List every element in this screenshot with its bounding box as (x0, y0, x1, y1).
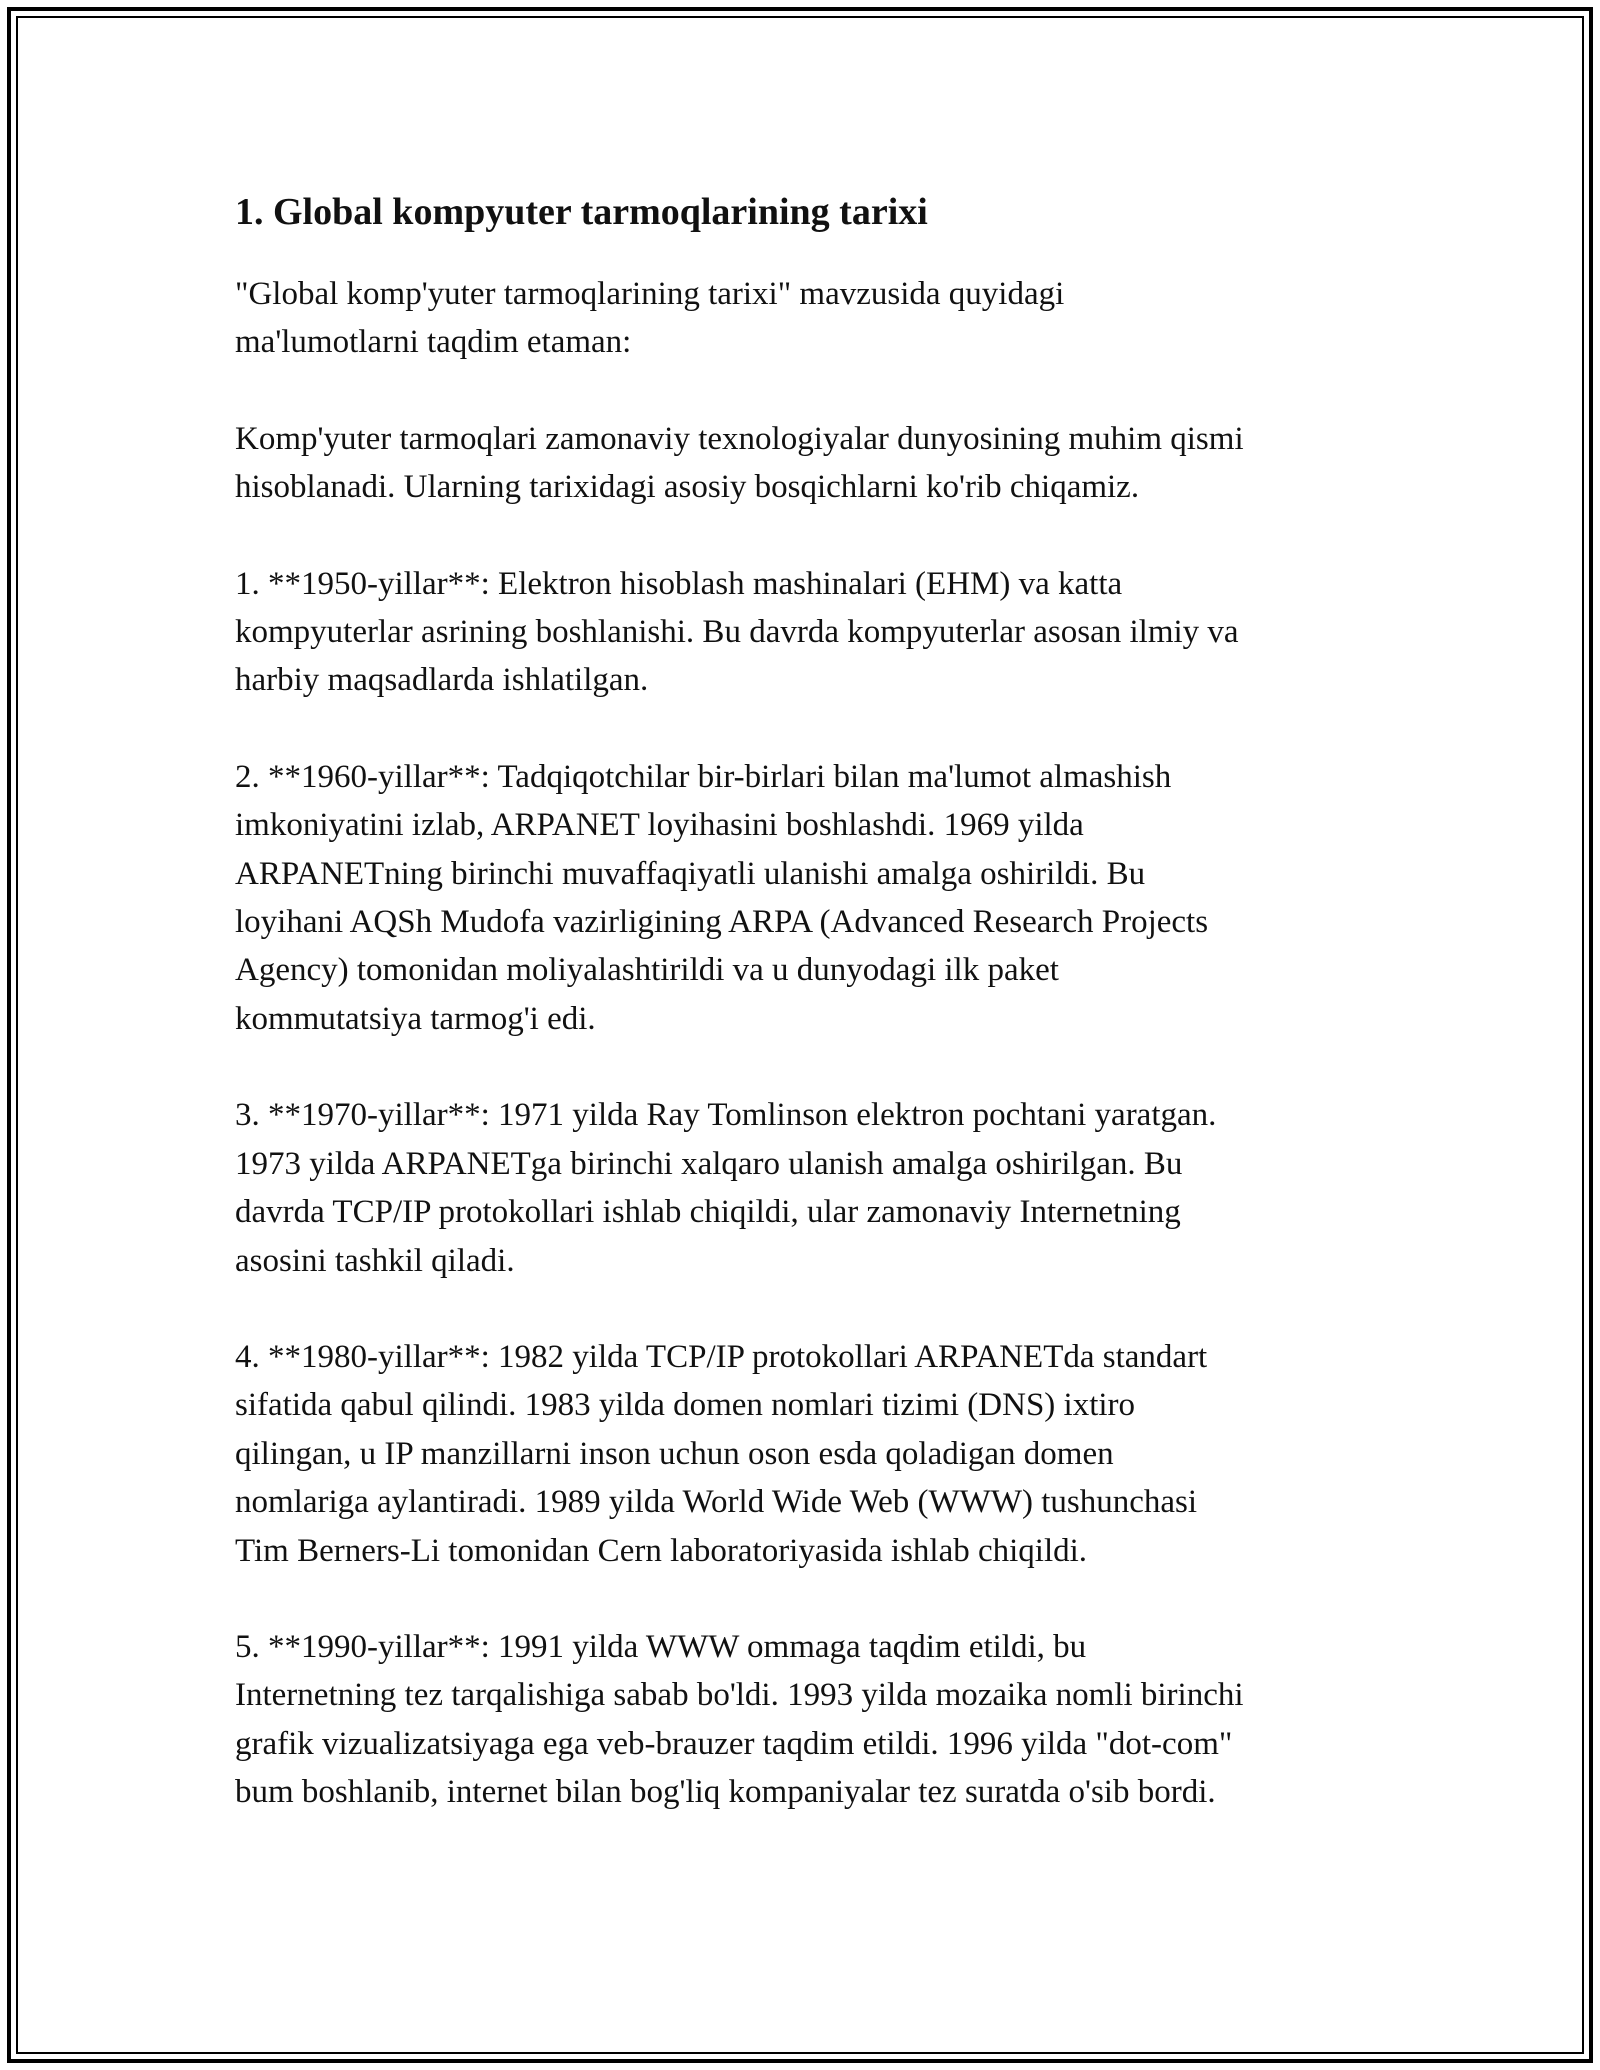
intro-paragraph: "Global komp'yuter tarmoqlarining tarixi" mavzusida quyidagi ma'lumotlarni taqdim etaman: (235, 276, 1065, 361)
paragraph-1960s: 2. **1960-yillar**: Tadqiqotchilar bir-birlari bilan ma'lumot almashish imkoniyatini izlab, ARPANET loyihasini boshlashdi. 1969 yilda ARPANETning birinchi muvaffaqiyatli ulanishi amalga oshirildi. Bu loyihani AQSh Mudofa vazirligining ARPA (Advanced Research Projects Agency) tomonidan moliyalashtirildi va u dunyodagi ilk paket kommutatsiya tarmog'i edi. (235, 758, 1209, 1037)
paragraph-1970s: 3. **1970-yillar**: 1971 yilda Ray Tomlinson elektron pochtani yaratgan. 1973 yilda ARPANETga birinchi xalqaro ulanish amalga oshirilgan. Bu davrda TCP/IP protokollari ishlab chiqildi, ular zamonaviy Internetning asosini tashkil qiladi. (235, 1097, 1217, 1279)
paragraph-overview: Komp'yuter tarmoqlari zamonaviy texnologiyalar dunyosining muhim qismi hisoblanadi. Ularning tarixidagi asosiy bosqichlarni ko'rib chiqamiz. (235, 420, 1244, 506)
paragraph-1990s: 5. **1990-yillar**: 1991 yilda WWW ommaga taqdim etildi, bu Internetning tez tarqalishiga sabab bo'ldi. 1993 yilda mozaika nomli birinchi grafik vizualizatsiyaga ega veb-brauzer taqdim etildi. 1996 yilda "dot-com" bum boshlanib, internet bilan bog'liq kompaniyalar tez suratda o'sib bordi. (235, 1628, 1244, 1811)
paragraph-1950s: 1. **1950-yillar**: Elektron hisoblash mashinalari (EHM) va katta kompyuterlar asrining boshlanishi. Bu davrda kompyuterlar asosan ilmiy va harbiy maqsadlarda ishlatilgan. (235, 565, 1239, 699)
document-title: 1. Global kompyuter tarmoqlarining tarixi (235, 191, 928, 233)
document-body (235, 184, 1385, 1865)
paragraph-1980s: 4. **1980-yillar**: 1982 yilda TCP/IP protokollari ARPANETda standart sifatida qabul qilindi. 1983 yilda domen nomlari tizimi (DNS) ixtiro qilingan, u IP manzillarni inson uchun oson esda qoladigan domen nomlariga aylantiradi. 1989 yilda World Wide Web (WWW) tushunchasi Tim Berners-Li tomonidan Cern laboratoriyasida ishlab chiqildi. (235, 1338, 1208, 1569)
